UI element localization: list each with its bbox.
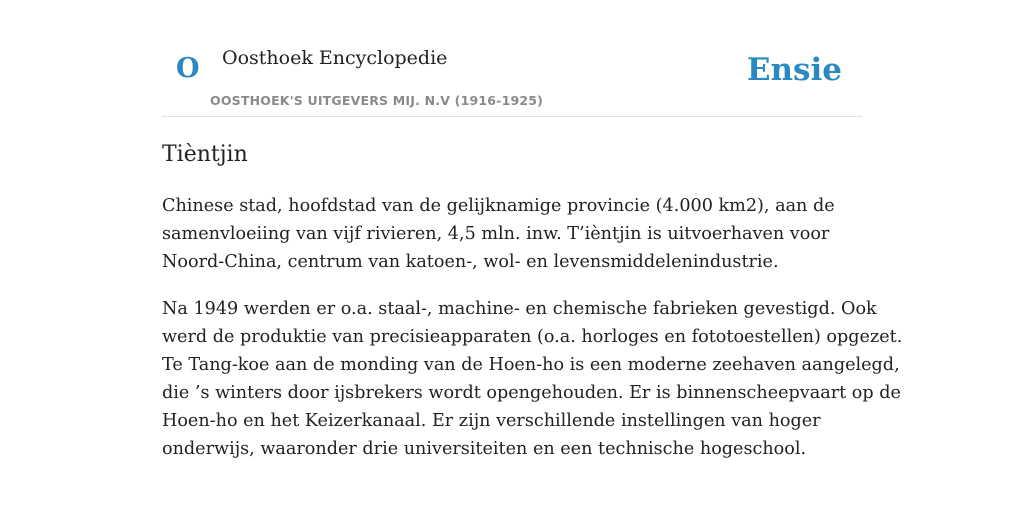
entry-body <box>162 192 903 482</box>
text-line: Noord-China, centrum van katoen-, wol- en levensmiddelenindustrie. <box>162 252 779 272</box>
entry-paragraph-1 <box>162 192 872 276</box>
source-header <box>162 0 862 117</box>
text-line: onderwijs, waaronder drie universiteiten en een technische hogeschool. <box>162 439 807 459</box>
entry-title: Tièntjin <box>162 142 248 167</box>
text-line: werd de produktie van precisieapparaten (o.a. horloges en fototoestellen) opgezet. <box>162 327 903 347</box>
text-line: samenvloeiing van vijf rivieren, 4,5 mln. inw. T’ièntjin is uitvoerhaven voor <box>162 224 830 244</box>
text-line: Chinese stad, hoofdstad van de gelijknamige provincie (4.000 km2), aan de <box>162 196 835 216</box>
publisher-label: OOSTHOEK'S UITGEVERS MIJ. N.V (1916-1925) <box>210 93 544 108</box>
ensie-brand-link[interactable]: Ensie <box>746 52 842 88</box>
text-line: Hoen-ho en het Keizerkanaal. Er zijn verschillende instellingen van hoger <box>162 411 821 431</box>
source-title[interactable]: Oosthoek Encyclopedie <box>222 47 448 69</box>
text-line: Te Tang-koe aan de monding van de Hoen-ho is een moderne zeehaven aangelegd, <box>162 355 900 375</box>
entry-paragraph-2 <box>162 295 903 463</box>
text-line: Na 1949 werden er o.a. staal-, machine- en chemische fabrieken gevestigd. Ook <box>162 299 877 319</box>
text-line: die ’s winters door ijsbrekers wordt opengehouden. Er is binnenscheepvaart op de <box>162 383 901 403</box>
source-logo: O <box>176 53 200 84</box>
